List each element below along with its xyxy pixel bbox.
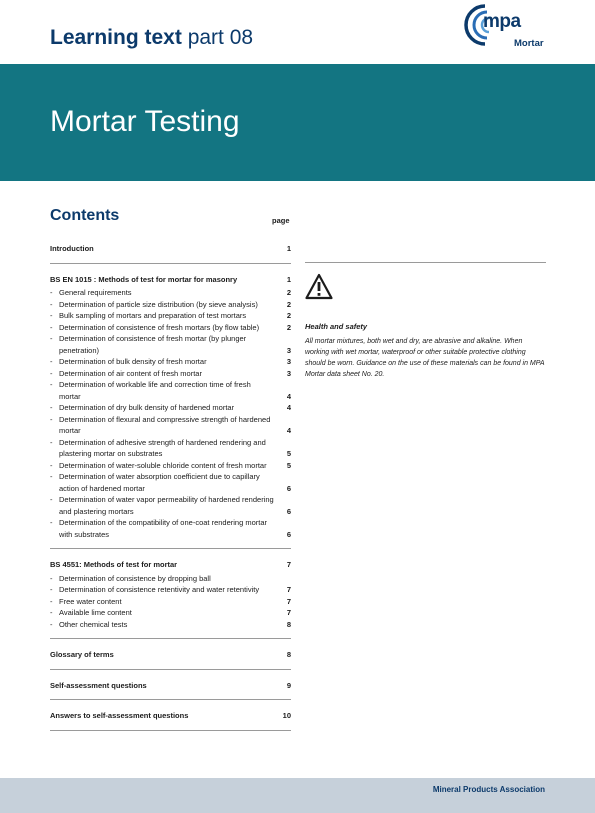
toc-subentry-title: - Determination of consistence of fresh mortar (by plunger penetration) bbox=[53, 333, 274, 356]
title-bold: Learning text bbox=[50, 26, 182, 49]
health-safety-title: Health and safety bbox=[305, 322, 368, 331]
document-title bbox=[50, 26, 253, 50]
toc-subentry-page: 3 bbox=[286, 345, 291, 355]
toc-entry-title: Self-assessment questions bbox=[50, 680, 147, 690]
toc-subentry-page: 2 bbox=[286, 288, 291, 297]
title-banner bbox=[0, 64, 595, 181]
toc-entry-title: Glossary of terms bbox=[50, 650, 114, 659]
toc-subentry-title: - Determination of workable life and correction time of fresh mortar bbox=[53, 379, 274, 402]
toc-subentry[interactable] bbox=[50, 322, 291, 334]
toc-subentry[interactable] bbox=[50, 596, 291, 608]
toc-subentry-page: 8 bbox=[286, 619, 291, 629]
toc-section bbox=[50, 241, 291, 264]
toc-subentry-title: - Bulk sampling of mortars and preparation of test mortars bbox=[53, 310, 274, 322]
table-of-contents bbox=[50, 241, 291, 739]
toc-subentry-title: - Determination of air content of fresh mortar bbox=[53, 368, 274, 380]
title-part: part 08 bbox=[187, 26, 254, 49]
toc-entry-title: BS EN 1015 : Methods of test for mortar for masonry bbox=[50, 274, 238, 284]
toc-entry-page: 9 bbox=[286, 680, 291, 690]
toc-entry-page: 7 bbox=[286, 560, 291, 569]
toc-subentry[interactable] bbox=[50, 460, 291, 472]
toc-subentry-title: - Free water content bbox=[53, 596, 274, 608]
toc-subentry-page: 7 bbox=[286, 608, 291, 617]
toc-subentry[interactable] bbox=[50, 402, 291, 414]
toc-subentry-page: 3 bbox=[286, 357, 291, 366]
toc-subentry-page: 4 bbox=[286, 391, 291, 401]
toc-entry[interactable] bbox=[50, 649, 291, 661]
toc-entry-page: 10 bbox=[282, 711, 291, 720]
toc-entry-page: 1 bbox=[286, 244, 291, 253]
toc-subentry-page: 5 bbox=[286, 460, 291, 470]
toc-subentry[interactable] bbox=[50, 584, 291, 596]
mpa-logo bbox=[463, 2, 563, 52]
toc-subentry-title: - General requirements bbox=[53, 287, 274, 299]
toc-subentry-page: 2 bbox=[286, 299, 291, 309]
toc-section bbox=[50, 647, 291, 670]
toc-subentry-page: 6 bbox=[286, 529, 291, 539]
toc-entry[interactable] bbox=[50, 710, 291, 722]
toc-subentry-title: - Determination of consistence by dropping ball bbox=[53, 573, 274, 585]
toc-section bbox=[50, 708, 291, 731]
health-safety-text: All mortar mixtures, both wet and dry, are abrasive and alkaline. When working with wet mortar, waterproof or other suitable protective clothing should be worn. Guidance on the use of these materials can be found in MPA Mortar data sheet No. 20. bbox=[305, 338, 545, 378]
toc-entry[interactable] bbox=[50, 680, 291, 692]
toc-subentry-page: 6 bbox=[286, 506, 291, 516]
toc-subentry-title: - Determination of dry bulk density of hardened mortar bbox=[53, 402, 274, 414]
toc-subentry-title: - Determination of bulk density of fresh mortar bbox=[53, 356, 274, 368]
toc-subentry-title: - Determination of consistence of fresh mortars (by flow table) bbox=[53, 322, 274, 334]
toc-subentry-title: - Available lime content bbox=[53, 607, 274, 619]
toc-subentry-title: - Determination of adhesive strength of hardened rendering and plastering mortar on substrates bbox=[53, 437, 274, 460]
toc-entry-title: Introduction bbox=[50, 244, 94, 253]
toc-subentry[interactable] bbox=[50, 356, 291, 368]
toc-entry[interactable] bbox=[50, 274, 291, 286]
toc-entry-title: BS 4551: Methods of test for mortar bbox=[50, 560, 178, 569]
toc-subentry-page: 4 bbox=[286, 403, 291, 412]
toc-section bbox=[50, 272, 291, 550]
banner-title: Mortar Testing bbox=[50, 105, 240, 138]
divider bbox=[305, 262, 546, 263]
toc-section bbox=[50, 557, 291, 639]
toc-subentry-page: 6 bbox=[286, 483, 291, 493]
toc-subentry-title: - Determination of flexural and compressive strength of hardened mortar bbox=[53, 414, 274, 437]
page-footer bbox=[0, 778, 595, 813]
toc-subentry[interactable] bbox=[50, 310, 291, 322]
toc-subentry[interactable] bbox=[50, 573, 291, 585]
toc-entry-page: 8 bbox=[286, 650, 291, 659]
warning-icon bbox=[305, 273, 333, 301]
footer-organization: Mineral Products Association bbox=[432, 785, 545, 794]
logo-text: mpa bbox=[483, 11, 521, 32]
toc-subentry-page: 7 bbox=[286, 596, 291, 606]
toc-subentry-title: - Determination of water-soluble chloride content of fresh mortar bbox=[53, 460, 274, 472]
toc-subentry[interactable] bbox=[50, 619, 291, 631]
toc-subentry[interactable] bbox=[50, 607, 291, 619]
page-column-label: page bbox=[272, 216, 290, 225]
toc-subentry-page: 5 bbox=[286, 449, 291, 458]
toc-subentry-page: 4 bbox=[286, 426, 291, 435]
toc-entry[interactable] bbox=[50, 243, 291, 255]
toc-subentry[interactable] bbox=[50, 333, 291, 356]
toc-subentry-title: - Other chemical tests bbox=[53, 619, 274, 631]
toc-subentry-title: - Determination of the compatibility of one-coat rendering mortar with substrates bbox=[53, 517, 274, 540]
toc-subentry[interactable] bbox=[50, 287, 291, 299]
contents-heading: Contents bbox=[50, 207, 120, 224]
toc-subentry-page: 3 bbox=[286, 368, 291, 378]
toc-subentry[interactable] bbox=[50, 299, 291, 311]
toc-subentry[interactable] bbox=[50, 517, 291, 540]
toc-subentry[interactable] bbox=[50, 368, 291, 380]
toc-subentry-title: - Determination of consistence retentivity and water retentivity bbox=[53, 584, 274, 596]
toc-subentry[interactable] bbox=[50, 379, 291, 402]
toc-subentry-page: 2 bbox=[286, 311, 291, 320]
toc-subentry[interactable] bbox=[50, 414, 291, 437]
toc-subentry-page: 7 bbox=[286, 585, 291, 594]
toc-section bbox=[50, 678, 291, 701]
logo-subtext: Mortar bbox=[514, 38, 544, 49]
toc-subentry-title: - Determination of particle size distribution (by sieve analysis) bbox=[53, 299, 274, 311]
toc-entry-page: 1 bbox=[286, 274, 291, 284]
toc-subentry-page: 2 bbox=[286, 322, 291, 332]
toc-subentry[interactable] bbox=[50, 437, 291, 460]
toc-subentry-title: - Determination of water absorption coefficient due to capillary action of hardened mortar bbox=[53, 471, 274, 494]
toc-entry[interactable] bbox=[50, 559, 291, 571]
toc-subentry-title: - Determination of water vapor permeability of hardened rendering and plastering mortars bbox=[53, 494, 274, 517]
toc-entry-title: Answers to self-assessment questions bbox=[50, 711, 189, 720]
toc-subentry[interactable] bbox=[50, 494, 291, 517]
toc-subentry[interactable] bbox=[50, 471, 291, 494]
